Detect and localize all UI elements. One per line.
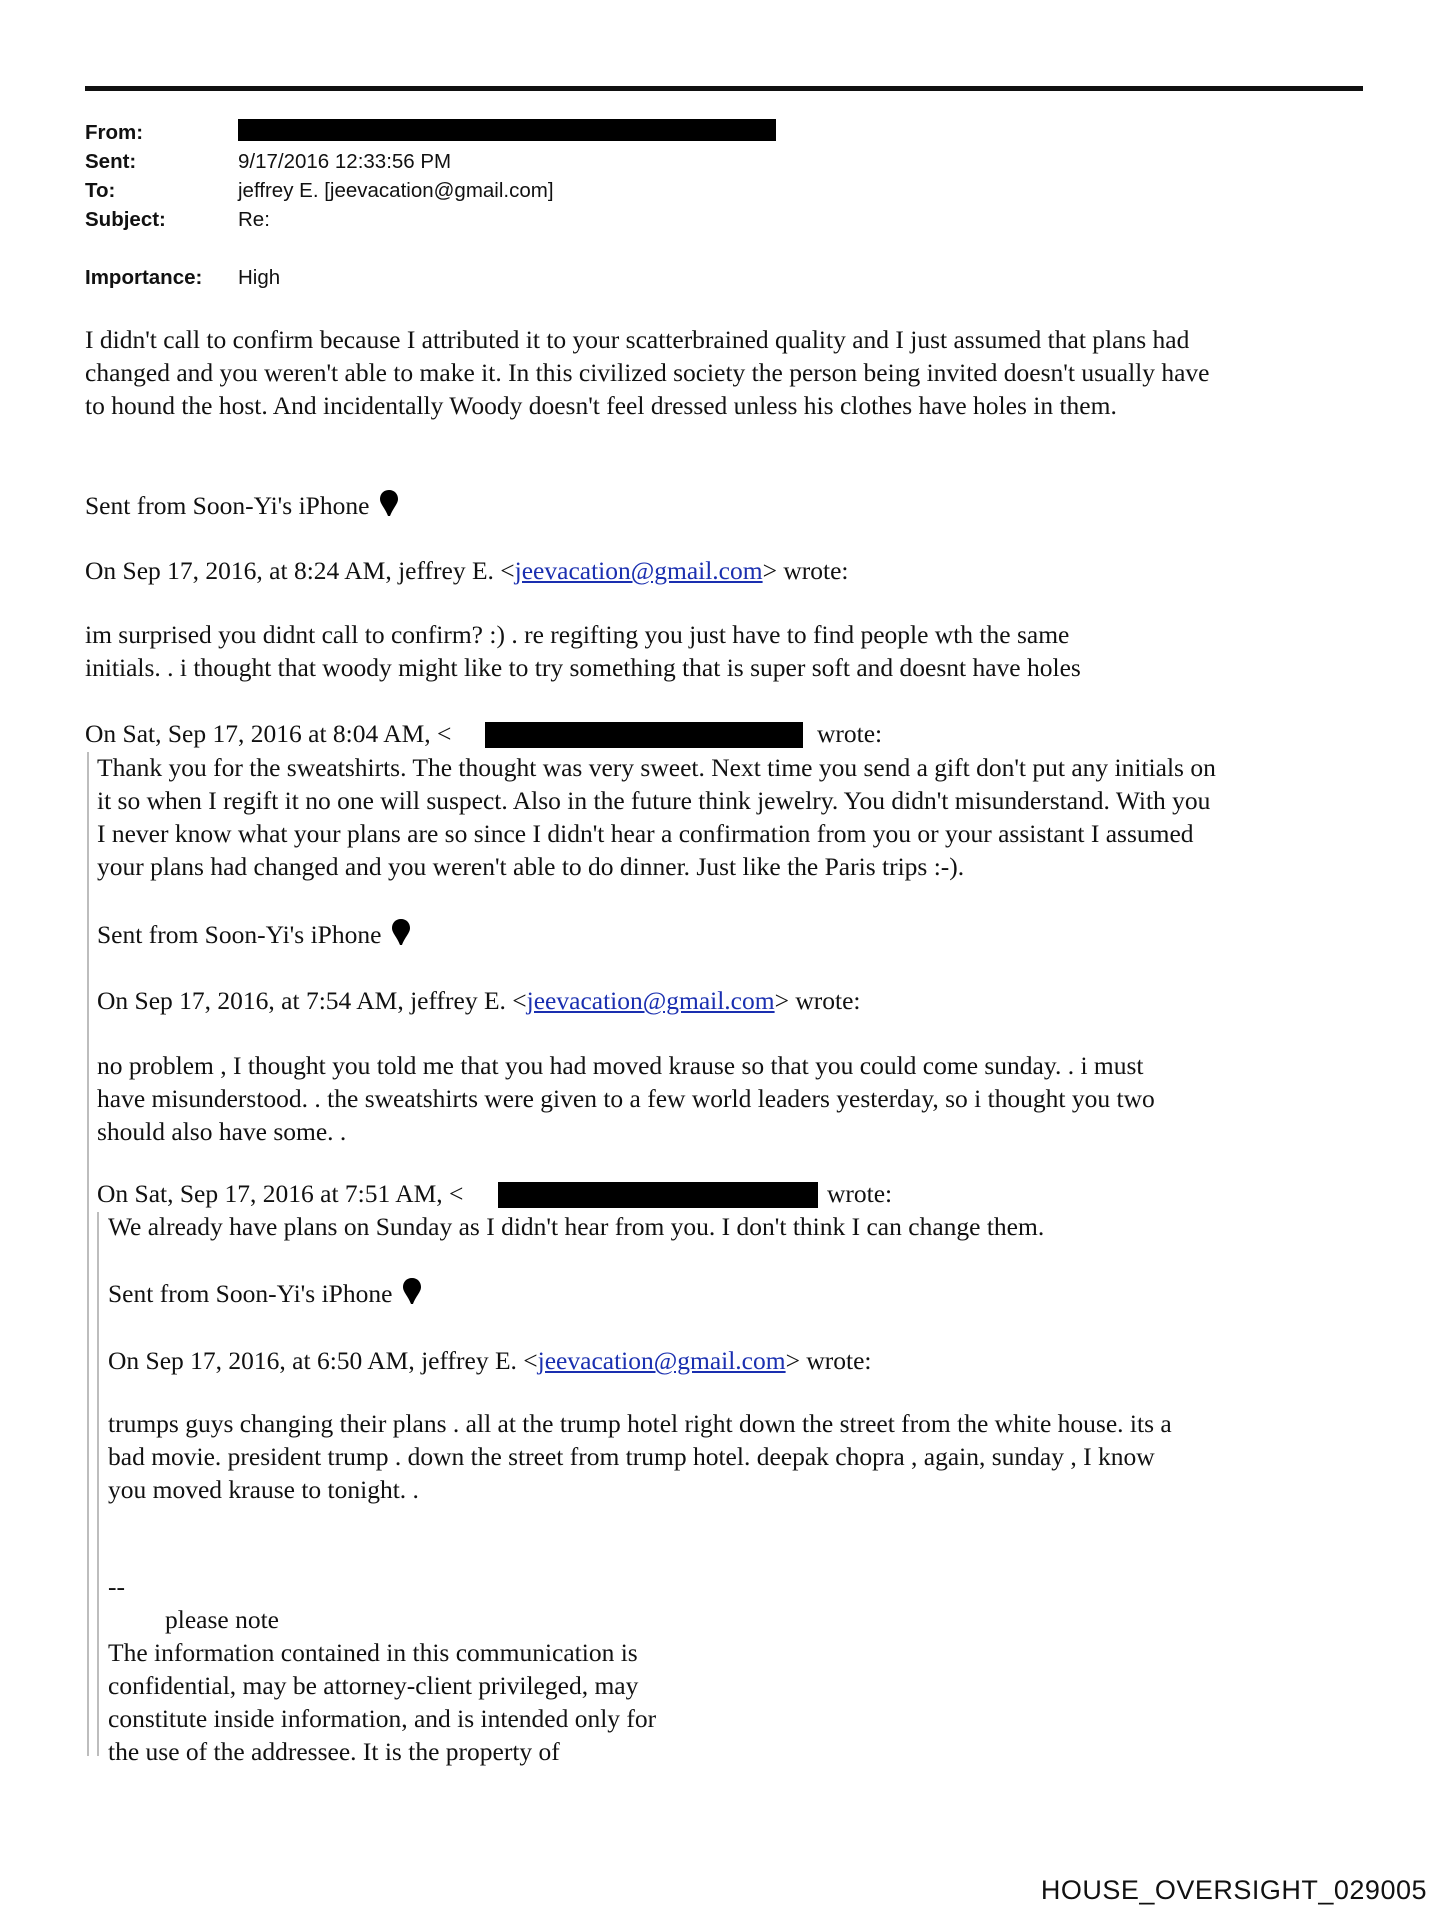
quote-intro [108,1344,872,1377]
quote-intro [85,554,849,587]
top-rule [85,86,1363,91]
signature [85,489,399,525]
importance-label: Importance: [85,266,203,289]
quote-intro-suffix: wrote: [827,1179,893,1208]
signature [108,1277,422,1313]
map-pin-icon [402,1277,422,1313]
quote-intro [97,1177,463,1210]
quote-level-1-bar [87,752,89,1756]
signature-dashes: -- [108,1572,125,1601]
quote-body: trumps guys changing their plans . all at the trump hotel right down the street from the white house. its a bad movie. president trump . down the street from trump hotel. deepak chopra , again, sunday , I know you moved krause to tonight. . [108,1409,1172,1504]
sender-redaction [485,722,803,748]
map-pin-icon [379,489,399,525]
quote-intro [97,984,861,1017]
signature-text: Sent from Soon-Yi's iPhone [97,920,382,949]
quote-intro-suffix: > wrote: [785,1346,872,1375]
message-body: I didn't call to confirm because I attributed it to your scatterbrained quality and I just assumed that plans had changed and you weren't able to make it. In this civilized society the person being invited doesn't usually have to hound the host. And incidentally Woody doesn't feel dressed unless his clothes have holes in them. [85,325,1210,420]
quote-level-2-bar [97,1212,99,1756]
quote-intro [85,717,451,750]
quote-body: im surprised you didnt call to confirm? :) . re regifting you just have to find people wth the same initials. . i thought that woody might like to try something that is super soft and doesnt have holes [85,620,1081,682]
quote-intro-suffix: > wrote: [774,986,861,1015]
quote-intro-text: On Sat, Sep 17, 2016 at 8:04 AM, < [85,719,452,748]
sent-label: Sent: [85,150,137,173]
quote-intro-text: On Sat, Sep 17, 2016 at 7:51 AM, < [97,1179,464,1208]
signature-text: Sent from Soon-Yi's iPhone [108,1279,393,1308]
disclaimer-note: please note [165,1605,279,1634]
quote-intro-text: On Sep 17, 2016, at 8:24 AM, jeffrey E. < [85,556,515,585]
from-redaction [238,119,776,141]
quote-body: no problem , I thought you told me that you had moved krause so that you could come sunday. . i must have misunderstood. . the sweatshirts were given to a few world leaders yesterday, so i thought you two should also have some. . [97,1051,1155,1146]
email-header [85,118,1285,298]
signature [97,918,411,954]
quote-intro-suffix: wrote: [817,719,883,748]
to-value: jeffrey E. [jeevacation@gmail.com] [238,179,554,202]
map-pin-icon [391,918,411,954]
email-link[interactable]: jeevacation@gmail.com [526,986,775,1015]
subject-label: Subject: [85,208,166,231]
disclaimer-body: The information contained in this communication is confidential, may be attorney-client privileged, may constitute inside information, and is intended only for the use of the addressee. It is the property of [108,1638,657,1766]
subject-value: Re: [238,208,270,231]
from-label: From: [85,121,144,144]
signature-text: Sent from Soon-Yi's iPhone [85,491,370,520]
email-link[interactable]: jeevacation@gmail.com [514,556,763,585]
quote-body: Thank you for the sweatshirts. The thought was very sweet. Next time you send a gift don't put any initials on it so when I regift it no one will suspect. Also in the future think jewelry. You didn't misunderstand. With you I never know what your plans are so since I didn't hear a confirmation from you or your assistant I assumed your plans had changed and you weren't able to do dinner. Just like the Paris trips :-). [97,753,1216,881]
importance-value: High [238,266,281,289]
quote-intro-text: On Sep 17, 2016, at 6:50 AM, jeffrey E. < [108,1346,538,1375]
quote-intro-suffix: > wrote: [762,556,849,585]
sent-value: 9/17/2016 12:33:56 PM [238,150,452,173]
bates-number: HOUSE_OVERSIGHT_029005 [1040,1875,1427,1905]
sender-redaction [498,1182,818,1208]
quote-body: We already have plans on Sunday as I didn't hear from you. I don't think I can change them. [108,1212,1045,1241]
quote-intro-text: On Sep 17, 2016, at 7:54 AM, jeffrey E. < [97,986,527,1015]
to-label: To: [85,179,116,202]
email-link[interactable]: jeevacation@gmail.com [537,1346,786,1375]
